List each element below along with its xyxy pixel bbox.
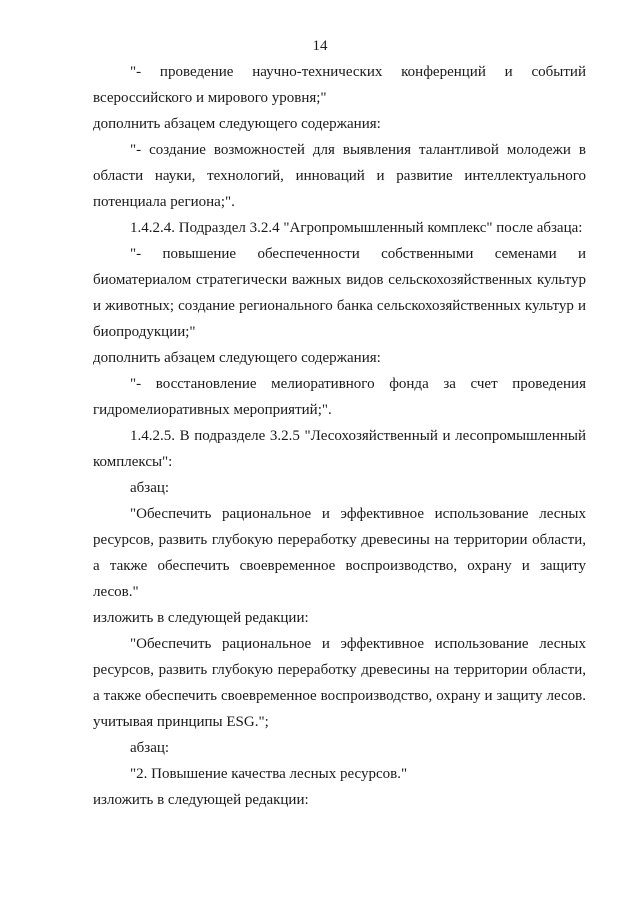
page-number: 14 bbox=[312, 38, 328, 54]
paragraph-quote-seeds: "- повышение обеспеченности собственными семенами и биоматериалом стратегически важных видов сельскохозяйственных культур и животных; создание регионального банка сельскохозяйственных культур и биопродукции;" bbox=[93, 246, 586, 340]
paragraph-replace-instruction: изложить в следующей редакции: bbox=[93, 610, 309, 626]
paragraph-quote-melioration: "- восстановление мелиоративного фонда за счет проведения гидромелиоративных мероприятий;". bbox=[93, 376, 586, 418]
paragraph-quote-forest-old: "Обеспечить рациональное и эффективное использование лесных ресурсов, развить глубокую переработку древесины на территории области, а также обеспечить своевременное воспроизводство, охрану и защиту лесов." bbox=[93, 506, 586, 600]
paragraph-add-instruction: дополнить абзацем следующего содержания: bbox=[93, 116, 381, 132]
paragraph-quote-youth: "- создание возможностей для выявления талантливой молодежи в области науки, технологий, инноваций и развитие интеллектуального потенциала региона;". bbox=[93, 142, 586, 210]
paragraph-quote-conferences: "- проведение научно-технических конференций и событий всероссийского и мирового уровня;" bbox=[93, 64, 586, 106]
paragraph-abzac-label: абзац: bbox=[130, 480, 170, 496]
document-body bbox=[93, 59, 586, 813]
paragraph-quote-forest-new: "Обеспечить рациональное и эффективное использование лесных ресурсов, развить глубокую переработку древесины на территории области, а также обеспечить своевременное воспроизводство, охрану и защиту лесов. учитывая принципы ESG."; bbox=[93, 636, 586, 730]
paragraph-section-1-4-2-4: 1.4.2.4. Подраздел 3.2.4 "Агропромышленный комплекс" после абзаца: bbox=[130, 220, 583, 236]
paragraph-add-instruction: дополнить абзацем следующего содержания: bbox=[93, 350, 381, 366]
paragraph-replace-instruction: изложить в следующей редакции: bbox=[93, 792, 309, 808]
paragraph-section-1-4-2-5: 1.4.2.5. В подразделе 3.2.5 "Лесохозяйственный и лесопромышленный комплексы": bbox=[93, 428, 586, 470]
paragraph-quote-forest-quality: "2. Повышение качества лесных ресурсов." bbox=[130, 766, 408, 782]
paragraph-abzac-label: абзац: bbox=[130, 740, 170, 756]
